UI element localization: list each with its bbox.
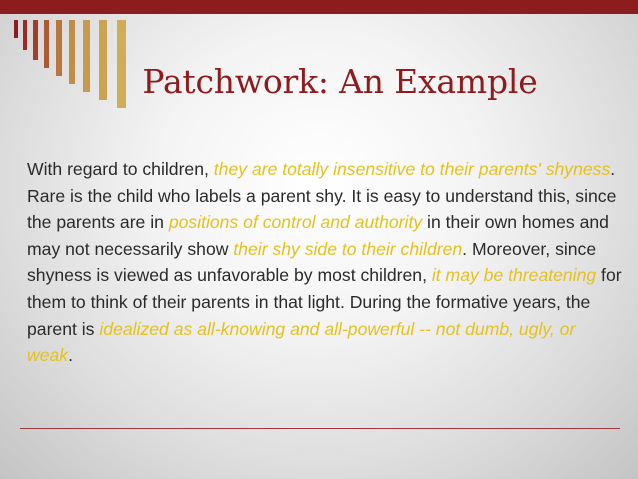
bottom-divider-line bbox=[20, 428, 620, 429]
highlighted-text-run: it may be threatening bbox=[431, 265, 597, 286]
decorative-stripes-icon bbox=[0, 0, 160, 120]
slide-title: Patchwork: An Example bbox=[142, 62, 538, 101]
highlighted-text-run: their shy side to their children bbox=[233, 238, 463, 259]
highlighted-text-run: positions of control and authority bbox=[168, 212, 423, 233]
highlighted-text-run: idealized as all-knowing and all-powerful -- not dumb, ugly, or weak bbox=[27, 318, 576, 366]
text-run: With regard to children, bbox=[27, 159, 214, 179]
text-run: . Rare is the child who labels a parent shy. It is easy to understand this, since the parents are in bbox=[27, 159, 617, 233]
text-run: for them to think of their parents in that light. During the formative years, the parent is bbox=[27, 265, 622, 339]
text-run: . bbox=[68, 345, 73, 366]
text-run: in their own homes and may not necessarily show bbox=[27, 212, 609, 259]
text-run: . Moreover, since shyness is viewed as unfavorable by most children, bbox=[27, 238, 597, 286]
highlighted-text-run: they are totally insensitive to their parents' shyness bbox=[213, 159, 611, 179]
slide-body-paragraph bbox=[27, 156, 623, 369]
